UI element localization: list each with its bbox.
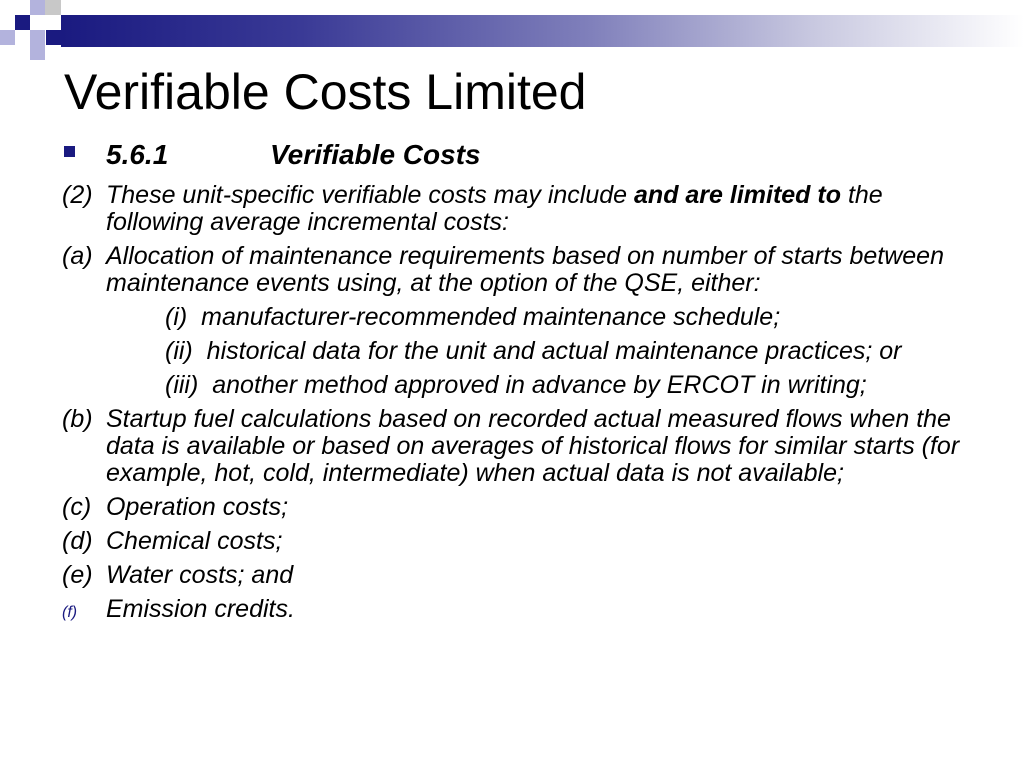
item-marker: (c) [62,493,92,521]
item-marker: (ii) [165,337,193,365]
slide-title: Verifiable Costs Limited [64,64,587,120]
intro-paragraph [62,182,962,236]
header-gradient-bar [61,15,1024,47]
section-number: 5.6.1 [106,139,169,170]
list-item-e [62,562,962,589]
item-marker: (d) [62,527,93,555]
header-decoration [0,0,1024,60]
item-marker: (b) [62,405,93,433]
list-item-f [62,596,962,626]
square-bullet-icon [64,146,75,157]
deco-square [30,30,45,45]
item-text: Startup fuel calculations based on recorded actual measured flows when the data is available or based on averages of historical flows for similar starts (for example, hot, cold, intermediate) when actual data is not available; [106,405,960,487]
deco-square [30,45,45,60]
list-item-iii [62,372,962,399]
deco-square [46,30,61,45]
item-marker: (i) [165,303,188,331]
item-text: Water costs; and [106,561,294,589]
item-marker: (e) [62,561,93,589]
list-item-ii [62,338,962,365]
section-title: Verifiable Costs [270,139,481,170]
list-item-c [62,494,962,521]
item-marker: (a) [62,242,93,270]
item-text: another method approved in advance by ERCOT in writing; [212,371,867,399]
intro-marker: (2) [62,181,93,209]
item-text: Chemical costs; [106,527,283,555]
list-item-b [62,406,962,487]
item-text: Allocation of maintenance requirements based on number of starts between maintenance events using, at the option of the QSE, either: [106,242,944,297]
item-text: historical data for the unit and actual maintenance practices; or [206,337,902,365]
item-marker: (iii) [165,371,199,399]
item-text: manufacturer-recommended maintenance schedule; [201,303,781,331]
item-text: Emission credits. [106,595,295,623]
item-marker: (f) [62,604,78,621]
intro-text-after: the following average incremental costs: [106,181,883,236]
slide-body [62,136,962,633]
list-item-a [62,243,962,297]
item-text: Operation costs; [106,493,289,521]
deco-square [30,0,45,15]
list-item-d [62,528,962,555]
intro-text-before: These unit-specific verifiable costs may include [106,181,635,209]
bullet-heading [62,136,962,174]
intro-text-bold: and are limited to [634,181,841,209]
list-item-i [62,304,962,331]
deco-square [15,15,30,30]
section-heading [62,136,962,174]
deco-square [45,0,61,15]
deco-square [0,30,15,45]
